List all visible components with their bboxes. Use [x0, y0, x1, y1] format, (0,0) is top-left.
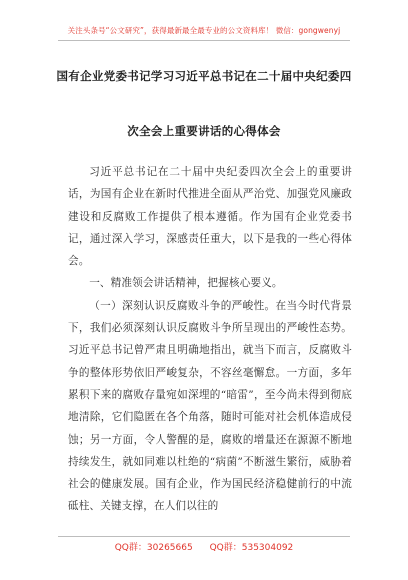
- paragraph-section-heading: 一、精准领会讲话精神，把握核心要义。: [89, 277, 283, 290]
- footer: [0, 540, 408, 553]
- document-body: [68, 161, 352, 518]
- footer-divider: [58, 536, 350, 537]
- footer-qq-group-2: QQ群：535304092: [209, 543, 294, 553]
- paragraph-subsection: （一）深刻认识反腐败斗争的严峻性。在当今时代背景下，我们必须深刻认识反腐败斗争所呈现出的严峻性态势。习近平总书记曾严肃且明确地指出，就当下而言，反腐败斗争的整体形势依旧严峻复杂，不容丝毫懈怠。一方面，多年累积下来的腐败存量宛如深埋的“暗雷”，至今尚未得到彻底地清除，它们隐匿在各个角落，随时可能对社会机体造成侵蚀；另一方面，令人警醒的是，腐败的增量还在源源不断地持续发生，就如同难以杜绝的“病菌”不断滋生繁衍，威胁着社会的健康发展。国有企业，作为国民经济稳健前行的中流砥柱、关键支撑，在人们以往的: [68, 299, 352, 513]
- header-divider: [58, 40, 350, 41]
- document-title-line-2: 次全会上重要讲话的心得体会: [127, 124, 281, 138]
- paragraph-intro: 习近平总书记在二十届中央纪委四次全会上的重要讲话，为国有企业在新时代推进全面从严治党、加强党风廉政建设和反腐败工作提供了根本遵循。作为国有企业党委书记，通过深入学习，深感责任重大，以下是我的一些心得体会。: [68, 166, 352, 268]
- footer-qq-group-1: QQ群：30265665: [114, 543, 193, 553]
- document-title-line-1: 国有企业党委书记学习习近平总书记在二十届中央纪委四: [56, 69, 352, 83]
- header-banner: 关注头条号“公文研究”，获得最新最全最专业的公文资料库！ 微信：gongwenyj: [67, 26, 341, 35]
